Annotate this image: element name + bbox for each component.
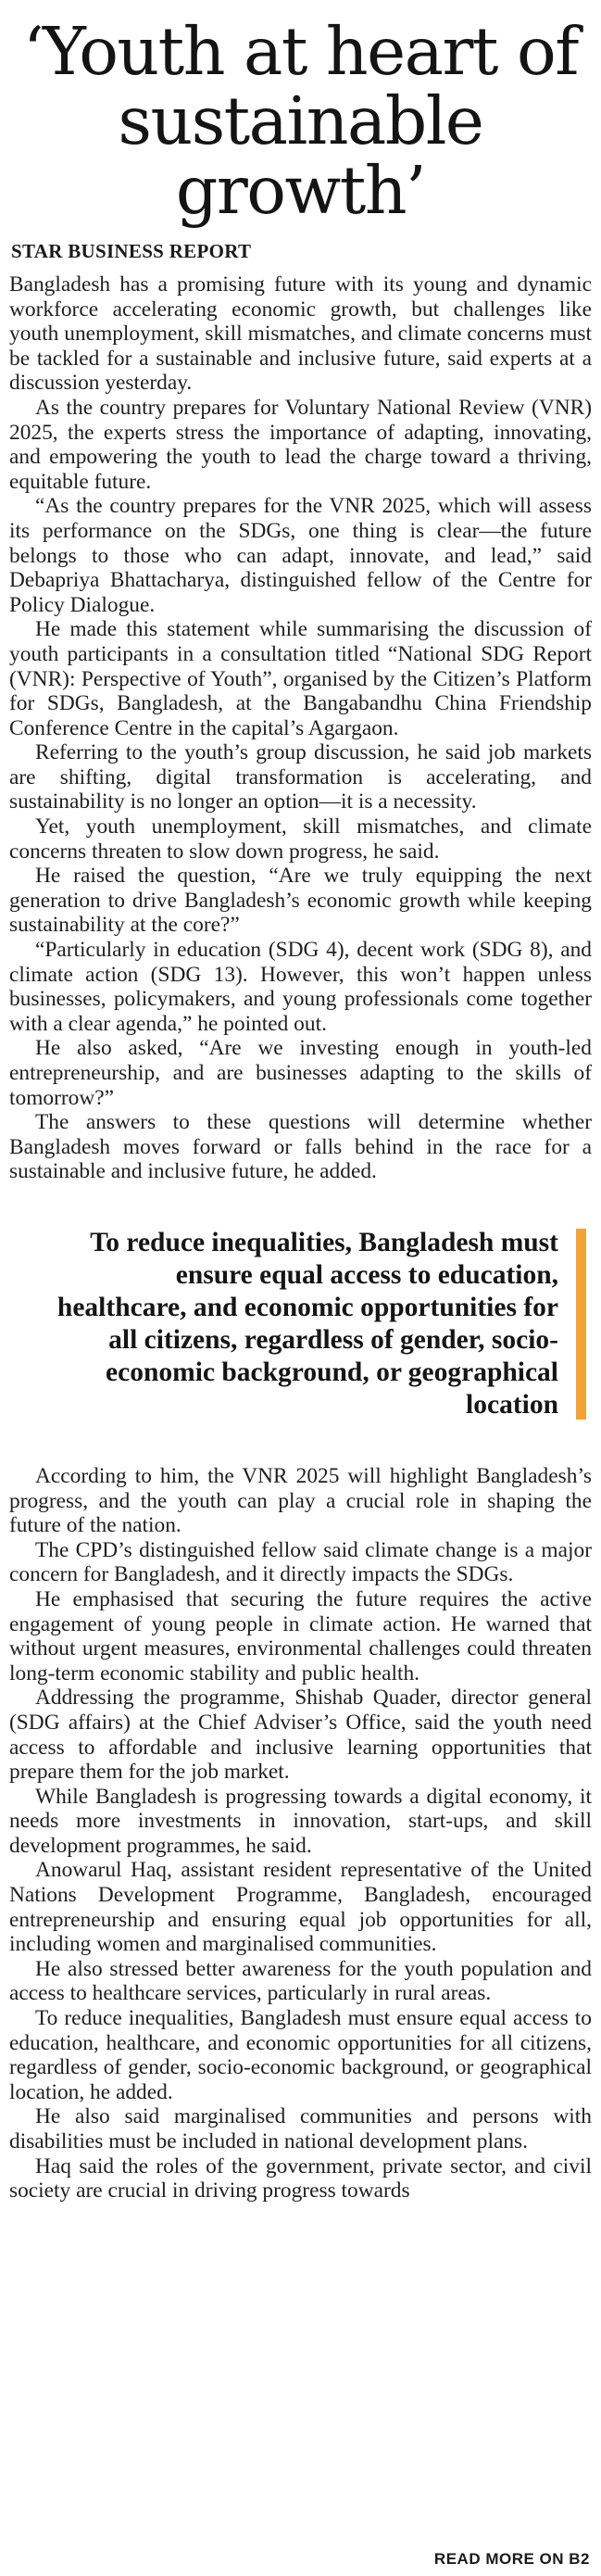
paragraph: Referring to the youth’s group discussion, he said job markets are shifting, digital transformation is accelerating, and sustainability is no longer an option—it is a necessity. (9, 740, 592, 814)
paragraph: He also said marginalised communities and persons with disabilities must be included in national development plans. (9, 2104, 592, 2153)
pull-quote (9, 1225, 592, 1423)
read-more-link[interactable]: READ MORE ON B2 (433, 2550, 590, 2568)
paragraph: Bangladesh has a promising future with its young and dynamic workforce accelerating economic growth, but challenges like youth unemployment, skill mismatches, and climate concerns must be tackled for a sustainable and inclusive future, said experts at a discussion yesterday. (9, 272, 592, 396)
paragraph: He raised the question, “Are we truly equipping the next generation to drive Bangladesh’s economic growth while keeping sustainability at the core?” (9, 864, 592, 938)
paragraph: The answers to these questions will determine whether Bangladesh moves forward or falls behind in the race for a sustainable and inclusive future, he added. (9, 1110, 592, 1184)
paragraph: To reduce inequalities, Bangladesh must ensure equal access to education, healthcare, and economic opportunities for all citizens, regardless of gender, socio-economic background, or geographical location, he added. (9, 2006, 592, 2104)
pull-quote-accent-bar (576, 1229, 586, 1420)
paragraph: “Particularly in education (SDG 4), decent work (SDG 8), and climate action (SDG 13). However, this won’t happen unless businesses, policymakers, and young professionals come together with a clear agenda,” he pointed out. (9, 938, 592, 1036)
pull-quote-text: To reduce inequalities, Bangladesh must ensure equal access to education, healthcare, and economic opportunities for all citizens, regardless of gender, socio-economic background, or geographical location (56, 1227, 558, 1420)
paragraph: As the country prepares for Voluntary National Review (VNR) 2025, the experts stress the importance of adapting, innovating, and empowering the youth to lead the charge toward a thriving, equitable future. (9, 395, 592, 494)
headline: ‘Youth at heart of sustainable growth’ (22, 13, 579, 229)
paragraph: He emphasised that securing the future requires the active engagement of young people in climate action. He warned that without urgent measures, environmental challenges could threaten long-term economic stability and public health. (9, 1586, 592, 1686)
paragraph: He made this statement while summarising the discussion of youth participants in a consultation titled “National SDG Report (VNR): Perspective of Youth”, organised by the Citizen’s Platform for SDGs, Bangladesh, at the Bangabandhu China Friendship Conference Centre in the capital’s Agargaon. (9, 617, 592, 740)
paragraph: Addressing the programme, Shishab Quader, director general (SDG affairs) at the Chief Adviser’s Office, said the youth need access to affordable and inclusive learning opportunities that prepare them for the job market. (9, 1686, 592, 1785)
paragraph: The CPD’s distinguished fellow said climate change is a major concern for Bangladesh, and it directly impacts the SDGs. (9, 1537, 592, 1587)
byline: STAR BUSINESS REPORT (11, 240, 252, 262)
article-body-top (9, 272, 592, 1184)
article-body-bottom (9, 1464, 592, 2203)
paragraph: “As the country prepares for the VNR 2025, which will assess its performance on the SDGs, one thing is clear—the future belongs to those who can adapt, innovate, and lead,” said Debapriya Bhattacharya, distinguished fellow of the Centre for Policy Dialogue. (9, 494, 592, 617)
paragraph: Anowarul Haq, assistant resident representative of the United Nations Development Programme, Bangladesh, encouraged entrepreneurship and ensuring equal job opportunities for all, including women and marginalised communities. (9, 1858, 592, 1957)
paragraph: While Bangladesh is progressing towards a digital economy, it needs more investments in innovation, start-ups, and skill development programmes, he said. (9, 1784, 592, 1858)
paragraph: Yet, youth unemployment, skill mismatches, and climate concerns threaten to slow down progress, he said. (9, 814, 592, 864)
paragraph: According to him, the VNR 2025 will highlight Bangladesh’s progress, and the youth can play a crucial role in shaping the future of the nation. (9, 1463, 592, 1538)
paragraph: Haq said the roles of the government, private sector, and civil society are crucial in driving progress towards (9, 2153, 592, 2203)
paragraph: He also asked, “Are we investing enough in youth-led entrepreneurship, and are businesses adapting to the skills of tomorrow?” (9, 1036, 592, 1110)
paragraph: He also stressed better awareness for the youth population and access to healthcare services, particularly in rural areas. (9, 1956, 592, 2006)
